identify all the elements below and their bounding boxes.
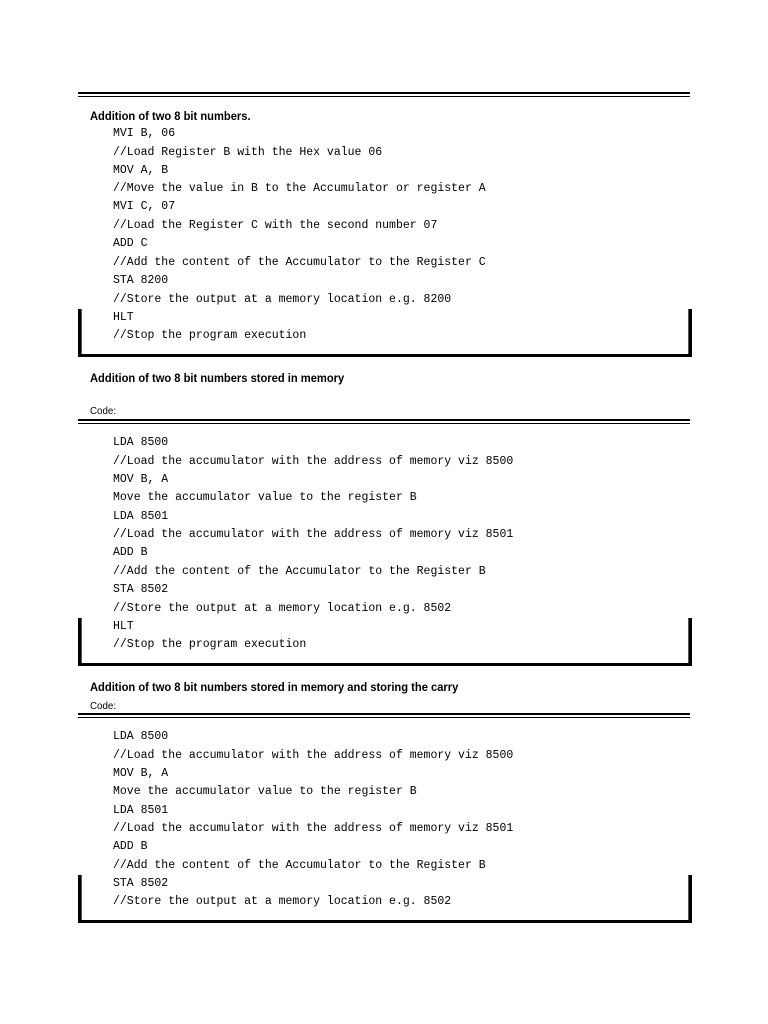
code-line: //Load the Register C with the second number 07 <box>113 219 438 232</box>
code-line: //Load the accumulator with the address of memory viz 8501 <box>113 822 514 835</box>
code-line: //Stop the program execution <box>113 329 307 342</box>
section-1-top-rule <box>78 92 690 97</box>
code-line: MOV B, A <box>113 473 169 486</box>
code-line: //Load the accumulator with the address of memory viz 8500 <box>113 749 514 762</box>
code-line: MOV B, A <box>113 767 169 780</box>
code-line: //Add the content of the Accumulator to the Register B <box>113 565 486 578</box>
code-line: //Move the value in B to the Accumulator or register A <box>113 182 486 195</box>
code-line: //Store the output at a memory location e.g. 8200 <box>113 293 452 306</box>
code-line: ADD B <box>113 546 148 559</box>
code-line: //Store the output at a memory location e.g. 8502 <box>113 602 452 615</box>
code-line: //Load Register B with the Hex value 06 <box>113 146 383 159</box>
code-line: //Load the accumulator with the address of memory viz 8501 <box>113 528 514 541</box>
code-line: LDA 8501 <box>113 804 169 817</box>
code-line: STA 8200 <box>113 274 169 287</box>
code-line: STA 8502 <box>113 877 169 890</box>
code-line: ADD C <box>113 237 148 250</box>
section-2-title: Addition of two 8 bit numbers stored in memory <box>90 371 345 385</box>
code-line: MVI C, 07 <box>113 200 176 213</box>
code-line: //Store the output at a memory location e.g. 8502 <box>113 895 452 908</box>
section-3-top-rule <box>78 713 690 718</box>
section-1-title: Addition of two 8 bit numbers. <box>90 109 251 123</box>
code-line: //Add the content of the Accumulator to the Register C <box>113 256 486 269</box>
code-line: HLT <box>113 311 134 324</box>
code-line: Move the accumulator value to the register B <box>113 785 417 798</box>
section-3-code-label: Code: <box>90 700 117 712</box>
code-line: MVI B, 06 <box>113 127 176 140</box>
code-line: //Add the content of the Accumulator to the Register B <box>113 859 486 872</box>
code-line: ADD B <box>113 840 148 853</box>
section-3-title: Addition of two 8 bit numbers stored in memory and storing the carry <box>90 680 459 694</box>
code-line: Move the accumulator value to the register B <box>113 491 417 504</box>
code-line: HLT <box>113 620 134 633</box>
code-line: LDA 8501 <box>113 510 169 523</box>
code-line: LDA 8500 <box>113 730 169 743</box>
code-line: MOV A, B <box>113 164 169 177</box>
code-line: //Stop the program execution <box>113 638 307 651</box>
code-line: //Load the accumulator with the address of memory viz 8500 <box>113 455 514 468</box>
code-line: LDA 8500 <box>113 436 169 449</box>
code-line: STA 8502 <box>113 583 169 596</box>
section-2-code-label: Code: <box>90 405 117 417</box>
section-2-top-rule <box>78 419 690 424</box>
